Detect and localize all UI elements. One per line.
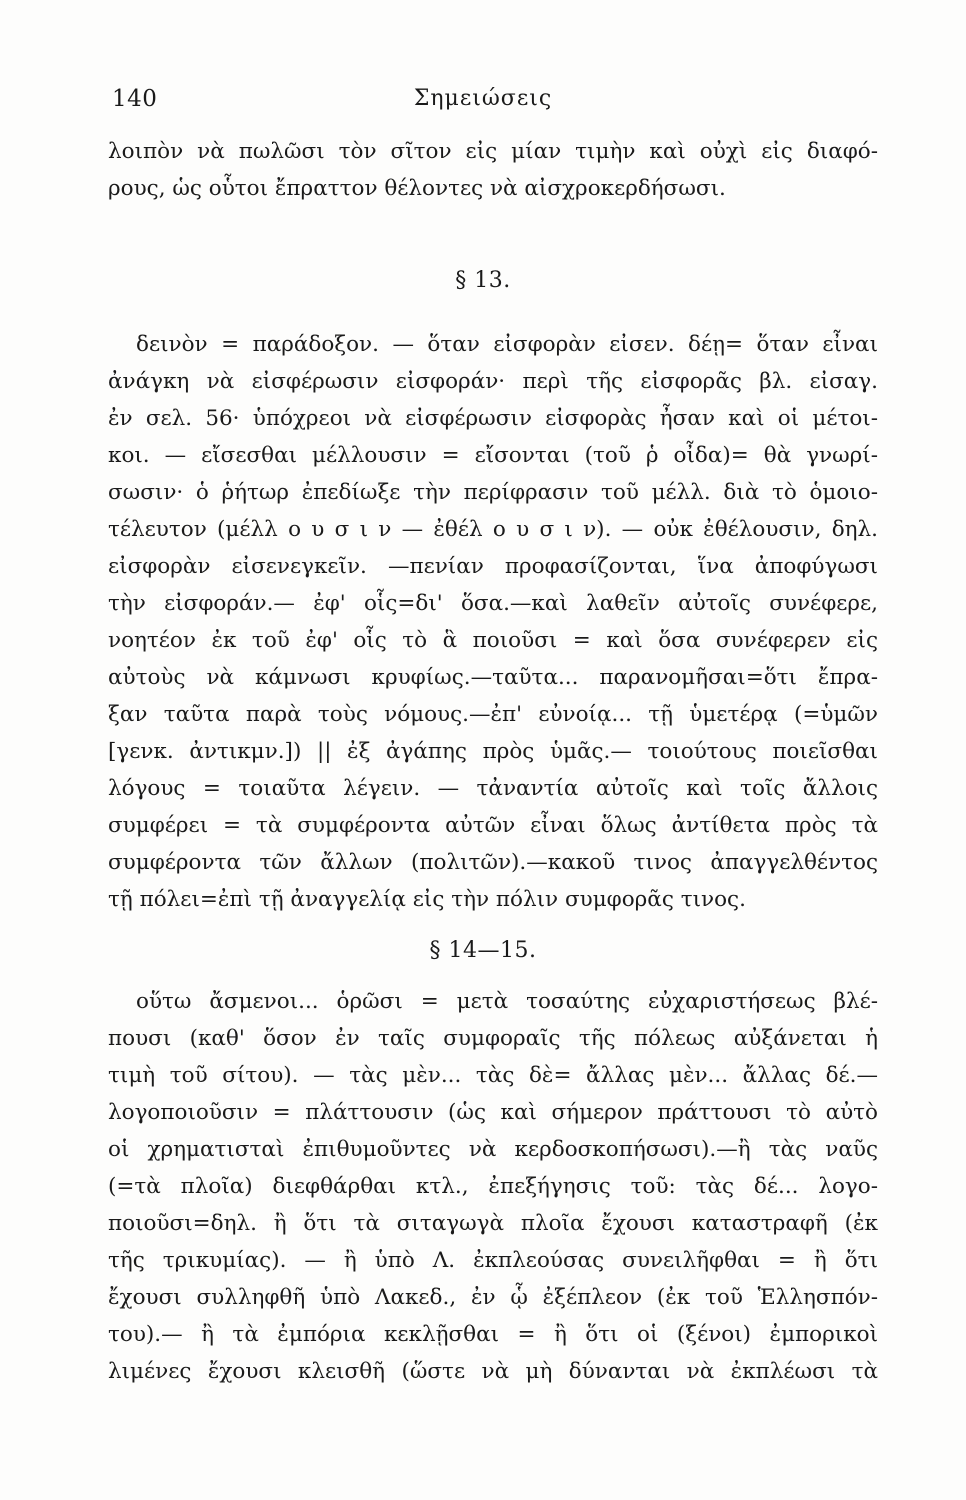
text-line: σωσιν· ὁ ῥήτωρ ἐπεδίωξε τὴν περίφρασιν τοῦ μέλλ. διὰ τὸ ὁμοιο- (108, 480, 878, 505)
text-line: ἀνάγκη νὰ εἰσφέρωσιν εἰσφοράν· περὶ τῆς εἰσφορᾶς βλ. εἰσαγ. (108, 369, 878, 394)
text-line: αὐτοὺς νὰ κάμνωσι κρυφίως.—ταῦτα... παρανομῆσαι=ὅτι ἔπρα- (108, 665, 878, 690)
section-13-heading: § 13. (455, 268, 511, 293)
text-line: συμφέροντα τῶν ἄλλων (πολιτῶν).—κακοῦ τινος ἀπαγγελθέντος (108, 850, 878, 875)
text-line: ἔχουσι συλληφθῆ ὑπὸ Λακεδ., ἐν ᾧ ἐξέπλεον (ἐκ τοῦ Ἑλλησπόν- (108, 1285, 878, 1310)
page-number: 140 (112, 86, 158, 112)
text-line: κοι. — εἴσεσθαι μέλλουσιν = εἴσονται (τοῦ ῥ οἶδα)= θὰ γνωρί- (108, 443, 878, 468)
text-line: νοητέον ἐκ τοῦ ἐφ' οἷς τὸ ἃ ποιοῦσι = καὶ ὅσα συνέφερεν εἰς (108, 628, 878, 653)
section-13-body (108, 326, 878, 918)
text-line: λογοποιοῦσιν = πλάττουσιν (ὡς καὶ σήμερον πράττουσι τὸ αὐτὸ (108, 1100, 878, 1125)
text-line: εἰσφορὰν εἰσενεγκεῖν. —πενίαν προφασίζονται, ἵνα ἀποφύγωσι (108, 554, 878, 579)
section-14-15-heading: § 14—15. (429, 938, 537, 963)
text-line: τέλευτον (μέλλ ο υ σ ι ν — ἐθέλ ο υ σ ι ν). — οὐκ ἐθέλουσιν, δηλ. (108, 517, 878, 542)
text-line: [γενκ. ἀντικμν.]) || ἐξ ἀγάπης πρὸς ὑμᾶς.— τοιούτους ποιεῖσθαι (108, 739, 878, 764)
text-line: ρους, ὡς οὗτοι ἔπραττον θέλοντες νὰ αἰσχροκερδήσωσι. (108, 176, 726, 201)
text-line: οἱ χρηματισταὶ ἐπιθυμοῦντες νὰ κερδοσκοπήσωσι).—ἢ τὰς ναῦς (108, 1137, 878, 1162)
text-line: δεινὸν = παράδοξον. — ὅταν εἰσφορὰν εἰσεν. δέῃ= ὅταν εἶναι (136, 332, 878, 357)
running-title: Σημειώσεις (413, 86, 553, 111)
section-14-15-body (108, 983, 878, 1390)
text-line: λοιπὸν νὰ πωλῶσι τὸν σῖτον εἰς μίαν τιμὴν καὶ οὐχὶ εἰς διαφό- (108, 139, 878, 164)
text-line: τὴν εἰσφοράν.— ἐφ' οἷς=δι' ὅσα.—καὶ λαθεῖν αὐτοῖς συνέφερε, (108, 591, 878, 616)
text-line: συμφέρει = τὰ συμφέροντα αὐτῶν εἶναι ὅλως ἀντίθετα πρὸς τὰ (108, 813, 878, 838)
text-line: ξαν ταῦτα παρὰ τοὺς νόμους.—ἐπ' εὐνοίᾳ... τῇ ὑμετέρᾳ (=ὑμῶν (108, 702, 878, 727)
text-line: λιμένες ἔχουσι κλεισθῆ (ὥστε νὰ μὴ δύνανται νὰ ἐκπλέωσι τὰ (108, 1359, 878, 1384)
text-line: ποιοῦσι=δηλ. ἢ ὅτι τὰ σιταγωγὰ πλοῖα ἔχουσι καταστραφῆ (ἐκ (108, 1211, 878, 1236)
text-line: ἐν σελ. 56· ὑπόχρεοι νὰ εἰσφέρωσιν εἰσφορὰς ἦσαν καὶ οἱ μέτοι- (108, 406, 878, 431)
text-line: πουσι (καθ' ὅσον ἐν ταῖς συμφοραῖς τῆς πόλεως αὐξάνεται ἡ (108, 1026, 878, 1051)
text-line: λόγους = τοιαῦτα λέγειν. — τἀναντία αὐτοῖς καὶ τοῖς ἄλλοις (108, 776, 878, 801)
text-line: (=τὰ πλοῖα) διεφθάρθαι κτλ., ἐπεξήγησις τοῦ: τὰς δέ... λογο- (108, 1174, 878, 1199)
text-line: τῇ πόλει=ἐπὶ τῇ ἀναγγελίᾳ εἰς τὴν πόλιν συμφορᾶς τινος. (108, 887, 746, 912)
text-line: τιμὴ τοῦ σίτου). — τὰς μὲν... τὰς δὲ= ἄλλας μὲν... ἄλλας δέ.— (108, 1063, 878, 1088)
text-line: οὕτω ἄσμενοι... ὁρῶσι = μετὰ τοσαύτης εὐχαριστήσεως βλέ- (136, 989, 878, 1014)
text-line: του).— ἢ τὰ ἐμπόρια κεκλῇσθαι = ἢ ὅτι οἱ (ξένοι) ἐμπορικοὶ (108, 1322, 878, 1347)
intro-paragraph (108, 133, 878, 207)
text-line: τῆς τρικυμίας). — ἢ ὑπὸ Λ. ἐκπλεούσας συνειλῆφθαι = ἢ ὅτι (108, 1248, 878, 1273)
